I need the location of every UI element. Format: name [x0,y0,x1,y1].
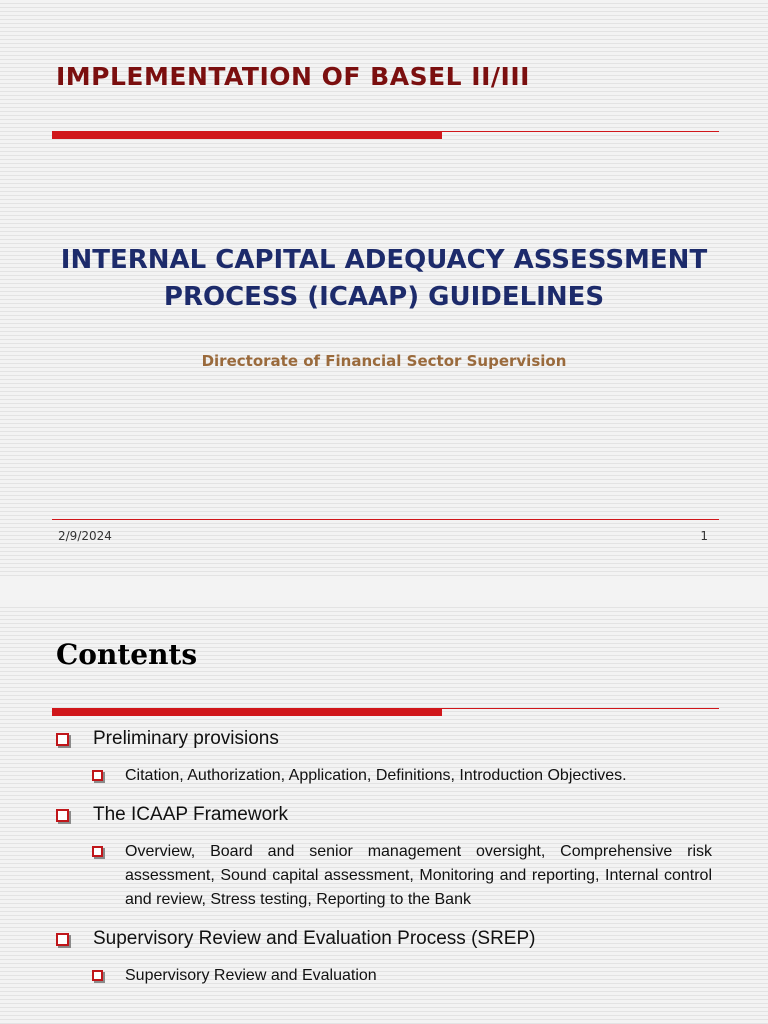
contents-title: Contents [56,638,198,671]
accent-rule-thick [52,708,442,716]
accent-rule-thick [52,131,442,139]
sub-list-item [92,840,712,912]
accent-rule-thin [442,708,719,709]
main-title-line-1: INTERNAL CAPITAL ADEQUACY ASSESSMENT [60,245,708,275]
checkbox-bullet-icon [92,970,103,981]
sub-list-item-text: Supervisory Review and Evaluation [125,967,377,984]
subtitle: Directorate of Financial Sector Supervision [201,352,567,370]
sub-list-item [92,964,712,988]
sub-list-item-text: Citation, Authorization, Application, Definitions, Introduction Objectives. [125,767,627,784]
sub-list-item [92,764,712,788]
list-item [56,728,712,750]
list-item [56,928,712,950]
main-title [0,242,768,316]
slide-header: IMPLEMENTATION OF BASEL II/III [56,62,530,91]
checkbox-bullet-icon [92,846,103,857]
slide-date: 2/9/2024 [58,529,112,543]
contents-list [56,728,712,988]
main-title-line-2: PROCESS (ICAAP) GUIDELINES [163,282,605,312]
checkbox-bullet-icon [92,770,103,781]
list-item-label: Supervisory Review and Evaluation Process (SREP) [93,928,536,949]
sub-list-item-text: Overview, Board and senior management oversight, Comprehensive risk assessment, Sound capital assessment, Monitoring and reporting, Internal control and review, Stress testing, Reporting to the Bank [125,843,712,908]
checkbox-bullet-icon [56,933,69,946]
list-item-label: Preliminary provisions [93,728,279,749]
checkbox-bullet-icon [56,809,69,822]
page-number: 1 [700,529,708,543]
list-item [56,804,712,826]
checkbox-bullet-icon [56,733,69,746]
slide-2 [0,604,768,1024]
footer-rule [52,519,719,520]
list-item-label: The ICAAP Framework [93,804,288,825]
accent-rule-thin [442,131,719,132]
slide-gap [0,576,768,604]
